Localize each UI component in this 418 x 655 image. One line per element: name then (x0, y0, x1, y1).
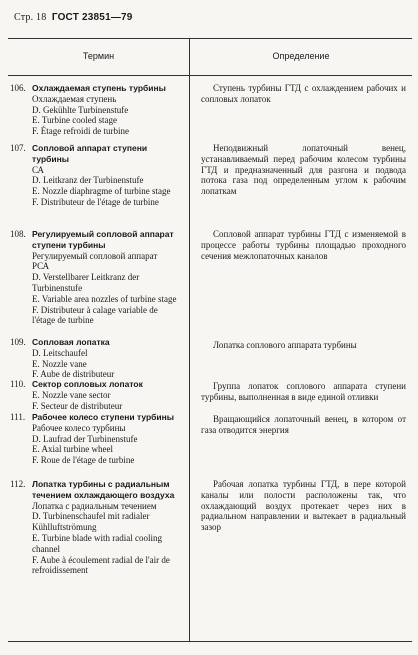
term-number: 108. (10, 229, 26, 239)
term-line: D. Gekühlte Turbinenstufe (32, 104, 129, 115)
term-line: Регулируемый сопловой аппарат (32, 250, 158, 261)
terms-table (8, 38, 412, 642)
term-line: E. Variable area nozzles of turbine stage (32, 293, 177, 304)
term-line: E. Nozzle vane (32, 358, 87, 369)
term-entry (10, 412, 182, 466)
term-definition: Лопатка соплового аппарата турбины (213, 340, 357, 350)
term-line: D. Turbinenschaufel mit radialer Kühlluftströmung (32, 511, 150, 533)
term-line: F. Aube de distributeur (32, 369, 115, 380)
term-number: 111. (10, 412, 26, 422)
term-line: D. Leitkranz der Turbinenstufe (32, 175, 144, 186)
term-definition: Группа лопаток соплового аппарата ступени турбины, выполненная в виде единой отливки (201, 381, 406, 402)
term-line: F. Étage refroidi de turbine (32, 126, 129, 137)
page-header (14, 12, 133, 23)
term-line: F. Roue de l'étage de turbine (32, 455, 135, 466)
term-definition: Вращающийся лопаточный венец, в котором от газа отводится энергия (201, 414, 406, 435)
term-line: E. Nozzle diaphragme of turbine stage (32, 186, 171, 197)
term-number: 107. (10, 143, 26, 153)
term-name: Сопловая лопатка (32, 337, 110, 347)
term-definition: Рабочая лопатка турбины ГТД, в пере которой каналы или полости расположены так, что охлаждающий воздух протекает через них в радиальном направлении и вытекает в радиальный зазор (201, 479, 406, 533)
term-line: F. Distributeur de l'étage de turbine (32, 196, 159, 207)
term-name: Лопатка турбины с радиальным течением охлаждающего воздуха (32, 479, 175, 500)
term-line: D. Laufrad der Turbinenstufe (32, 433, 138, 444)
term-line: D. Verstellbarer Leitkranz der Turbinenstufe (32, 272, 140, 293)
term-line: Рабочее колесо турбины (32, 422, 126, 433)
term-number: 106. (10, 83, 26, 93)
term-name: Охлаждаемая ступень турбины (32, 83, 166, 93)
term-line: E. Turbine cooled stage (32, 115, 117, 126)
term-number: 109. (10, 337, 26, 347)
term-entry (10, 337, 182, 380)
term-entry (10, 379, 182, 411)
term-name: Сектор сопловых лопаток (32, 379, 143, 389)
term-line: Лопатка с радиальным течением (32, 500, 157, 511)
page-number: Стр. 18 (14, 12, 47, 23)
term-line: F. Secteur de distributeur (32, 400, 123, 411)
term-number: 112. (10, 479, 26, 489)
term-line: РСА (32, 261, 50, 272)
term-entry (10, 479, 182, 576)
column-header-term: Термин (82, 51, 115, 61)
column-divider (189, 39, 190, 641)
term-line: СА (32, 164, 45, 175)
term-entry (10, 143, 182, 208)
term-number: 110. (10, 379, 26, 389)
term-definition: Ступень турбины ГТД с охлаждением рабочих и сопловых лопаток (201, 83, 406, 104)
term-definition: Неподвижный лопаточный венец, устанавливаемый перед рабочим колесом турбины ГТД и предназначенный для разгона и подвода потока газа под определенным углом к рабочим лопаткам (201, 143, 406, 197)
term-entry (10, 229, 182, 326)
term-definition: Сопловой аппарат турбины ГТД с изменяемой в процессе работы турбины площадью проходного сечения межлопаточных каналов (201, 229, 406, 261)
term-line: Охлаждаемая ступень (32, 93, 117, 104)
term-line: F. Aube à écoulement radial de l'air de refroidissement (32, 554, 170, 576)
term-name: Рабочее колесо ступени турбины (32, 412, 175, 422)
term-line: E. Nozzle vane sector (32, 389, 111, 400)
column-header-definition: Определение (272, 51, 330, 61)
term-name: Регулируемый сопловой аппарат ступени турбины (32, 229, 174, 250)
term-line: F. Distributeur à calage variable de l'étage de turbine (32, 304, 158, 326)
term-line: E. Axial turbine wheel (32, 444, 113, 455)
term-line: D. Leitschaufel (32, 347, 88, 358)
term-line: E. Turbine blade with radial cooling channel (32, 532, 162, 554)
term-entry (10, 83, 182, 137)
table-header (8, 39, 412, 76)
standard-code: ГОСТ 23851—79 (51, 12, 133, 23)
term-name: Сопловой аппарат ступени турбины (32, 143, 148, 164)
